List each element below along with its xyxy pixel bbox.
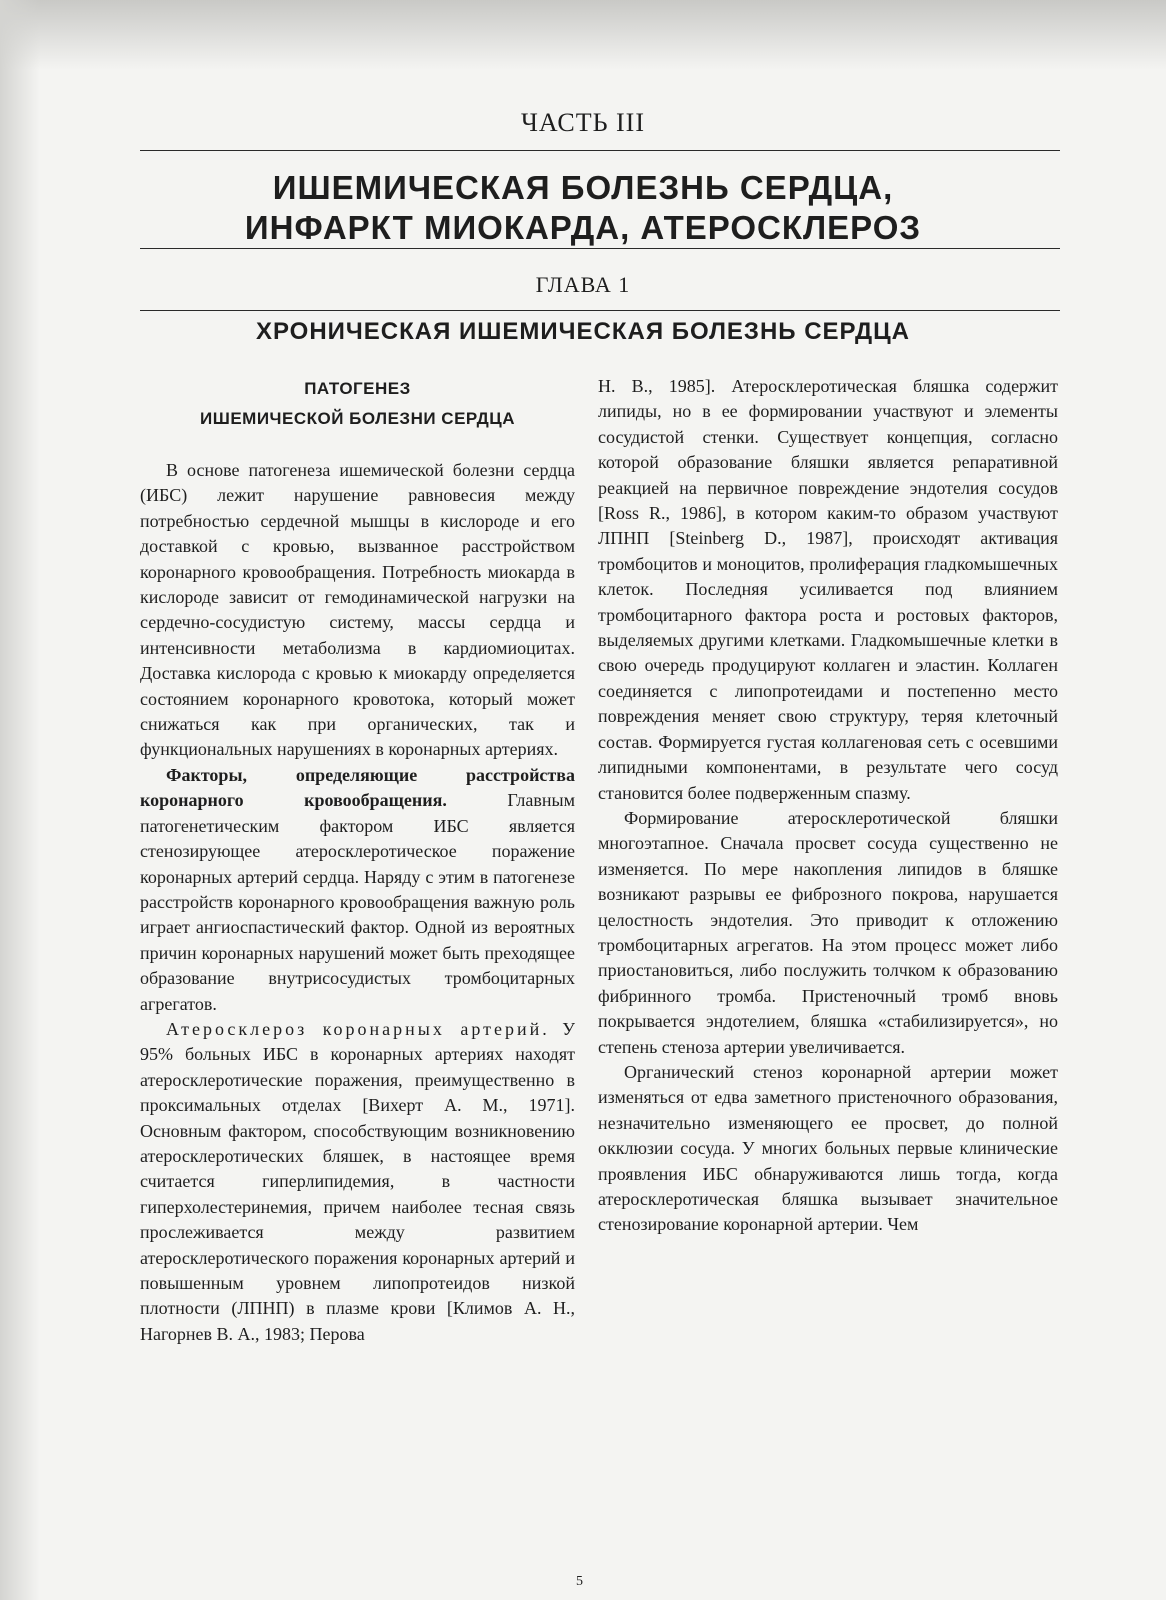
left-paragraph-1: В основе патогенеза ишемической болезни сердца (ИБС) лежит нарушение равновесия между потребностью сердечной мышцы в кислороде и его доставкой с кровью, вызванное расстройством коронарного кровообращения. Потребность миокарда в кислороде зависит от гемодинамической нагрузки на сердечно-сосудистую систему, массы сердца и интенсивности метаболизма в кардиомиоцитах. Доставка кислорода с кровью к миокарду определяется состоянием коронарного кровотока, который может снижаться как при органических, так и функциональных нарушениях в коронарных артериях.	[140, 460, 575, 760]
part-rule	[140, 150, 1060, 151]
left-paragraph-3-text: У 95% больных ИБС в коронарных артериях находят атеросклеротические поражения, преимущественно в проксимальных отделах [Вихерт А. М., 1971]. Основным фактором, способствующим возникновению атеросклеротических бляшек, в настоящее время считается гиперлипидемия, в частности гиперхолестеринемия, причем наиболее тесная связь прослеживается между развитием атеросклеротического поражения коронарных артерий и повышенным уровнем липопротеидов низкой плотности (ЛПНП) в плазме крови [Климов А. Н., Нагорнев В. А., 1983; Перова	[140, 1018, 575, 1344]
left-column	[140, 374, 575, 1347]
section-heading-line-2: ИШЕМИЧЕСКОЙ БОЛЕЗНИ СЕРДЦА	[200, 409, 515, 428]
left-paragraph-2-text: Главным патогенетическим фактором ИБС является стенозирующее атеросклеротическое поражение коронарных артерий сердца. Наряду с этим в патогенезе расстройств коронарного кровообращения важную роль играет ангиоспастический фактор. Одной из вероятных причин коронарных нарушений может быть преходящее образование внутрисосудистых тромбоцитарных агрегатов.	[140, 790, 575, 1014]
main-title-line-1: ИШЕМИЧЕСКАЯ БОЛЕЗНЬ СЕРДЦА,	[272, 169, 894, 206]
page-number: 5	[576, 1574, 583, 1589]
left-paragraph-3	[140, 1017, 575, 1347]
section-heading	[140, 374, 575, 434]
chapter-title: ХРОНИЧЕСКАЯ ИШЕМИЧЕСКАЯ БОЛЕЗНЬ СЕРДЦА	[255, 318, 911, 345]
right-paragraph-3: Органический стеноз коронарной артерии может изменяться от едва заметного пристеночного образования, незначительно изменяющего ее просвет, до полной окклюзии сосуда. У многих больных первые клинические проявления ИБС обнаруживаются лишь тогда, когда атеросклеротическая бляшка вызывает значительное стенозирование коронарной артерии. Чем	[598, 1061, 1058, 1235]
scan-top-shadow	[0, 0, 1166, 70]
main-title	[0, 168, 1166, 248]
atherosclerosis-subheading: Атеросклероз коронарных артерий.	[166, 1018, 550, 1039]
main-title-line-2: ИНФАРКТ МИОКАРДА, АТЕРОСКЛЕРОЗ	[244, 209, 922, 246]
factors-subheading: Факторы, определяющие расстройства коронарного кровообращения.	[140, 764, 575, 811]
right-paragraph-1: Н. В., 1985]. Атеросклеротическая бляшка содержит липиды, но в ее формировании участвуют и элементы сосудистой стенки. Существует концепция, согласно которой образование бляшки является репаративной реакцией на первичное повреждение эндотелия сосудов [Ross R., 1986], в котором каким-то образом участвуют ЛПНП [Steinberg D., 1987], происходят активация тромбоцитов и моноцитов, пролиферация гладкомышечных клеток. Последняя усиливается под влиянием тромбоцитарного фактора роста и ростовых факторов, выделяемых другими клетками. Гладкомышечные клетки в свою очередь продуцируют коллаген и эластин. Коллаген соединяется с липопротеидами и постепенно место повреждения меняет свою структуру, теряя клеточный состав. Формируется густая коллагеновая сеть с осевшими липидными компонентами, в результате чего сосуд становится более подверженным спазму.	[598, 376, 1058, 803]
section-heading-line-1: ПАТОГЕНЕЗ	[304, 379, 411, 398]
chapter-label: ГЛАВА 1	[535, 272, 631, 297]
right-paragraph-2: Формирование атеросклеротической бляшки многоэтапное. Сначала просвет сосуда существенно не изменяется. По мере накопления липидов в бляшке возникают разрывы ее фиброзного покрова, нарушается целостность эндотелия. Это приводит к отложению тромбоцитарных агрегатов. На этом процесс может либо приостановиться, либо послужить толчком к образованию фибринного тромба. Пристеночный тромб вновь покрывается эндотелием, бляшка «стабилизируется», но степень стеноза артерии увеличивается.	[598, 807, 1058, 1057]
title-rule	[140, 248, 1060, 249]
chapter-rule	[140, 310, 1060, 311]
left-paragraph-2	[140, 763, 575, 1017]
part-label: ЧАСТЬ III	[520, 108, 645, 137]
right-column	[598, 374, 1058, 1238]
